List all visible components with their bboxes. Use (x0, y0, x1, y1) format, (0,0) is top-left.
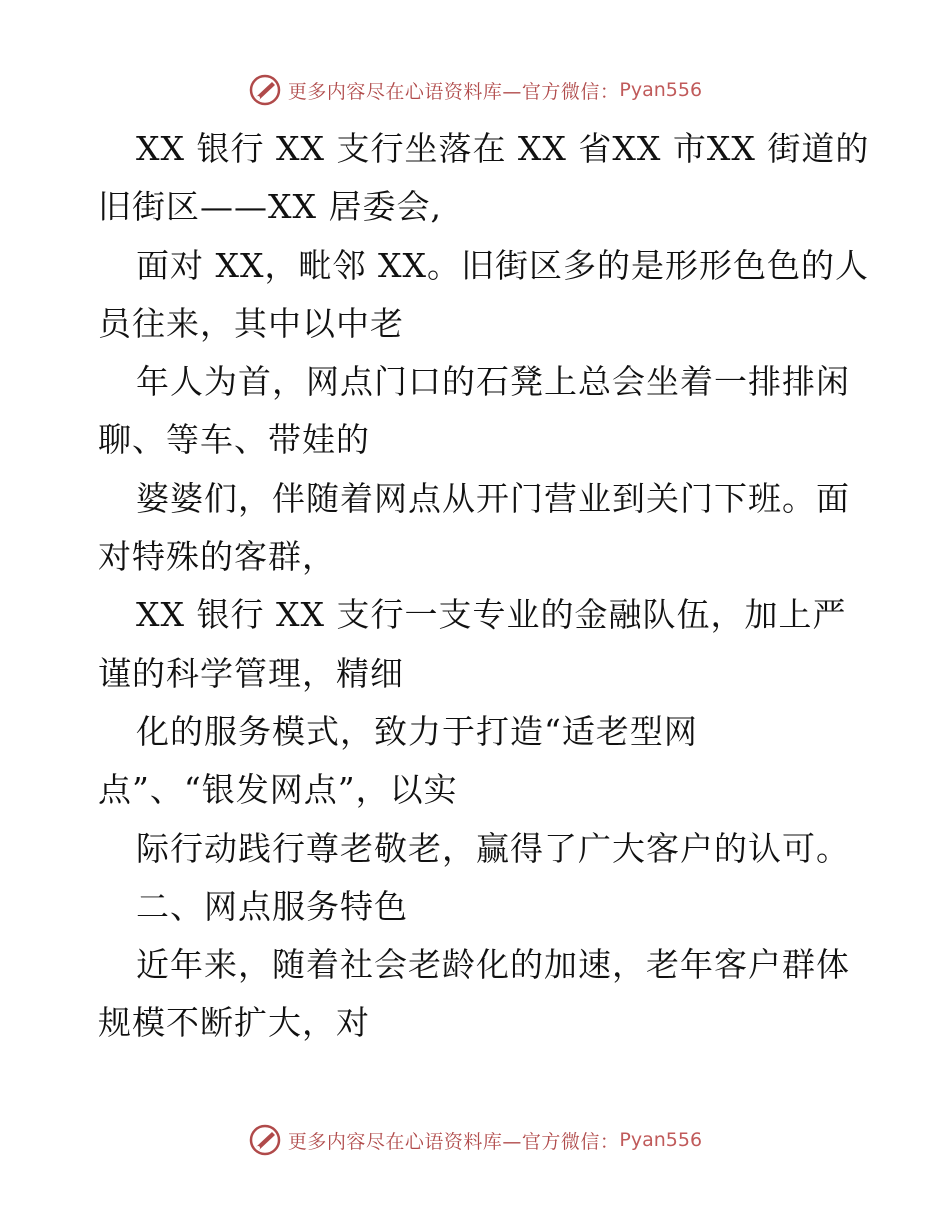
section-heading: 二、网点服务特色 (136, 886, 408, 926)
footer-watermark (0, 1120, 950, 1160)
text-line: 近年来，随着社会老龄化的加速，老年客户群体 (136, 945, 850, 985)
watermark-text: 更多内容尽在心语资料库—官方微信： (287, 80, 620, 103)
text-line: XX 银行 XX 支行坐落在 XX 省XX 市XX 街道的 (136, 129, 870, 168)
watermark-id: Pyan556 (619, 79, 703, 101)
text-line: 点”、“银发网点”，以实 (98, 770, 458, 810)
watermark-text: 更多内容尽在心语资料库—官方微信： (287, 1130, 620, 1153)
logo-icon (248, 73, 282, 107)
text-line: 年人为首，网点门口的石凳上总会坐着一排排闲 (136, 362, 850, 402)
text-line: 旧街区——XX 居委会, (98, 187, 442, 227)
text-line: 规模不断扩大，对 (98, 1003, 370, 1043)
text-line: 面对 XX，毗邻 XX。旧街区多的是形形色色的人 (136, 245, 869, 285)
text-line: 聊、等车、带娃的 (98, 420, 370, 460)
text-line: 谨的科学管理，精细 (98, 653, 404, 693)
text-line: 员往来，其中以中老 (98, 303, 404, 343)
watermark-id: Pyan556 (619, 1129, 703, 1151)
text-line: 际行动践行尊老敬老，赢得了广大客户的认可。 (136, 828, 850, 868)
text-line: 对特殊的客群， (98, 537, 336, 577)
text-line: XX 银行 XX 支行一支专业的金融队伍，加上严 (136, 595, 847, 635)
text-line: 化的服务模式，致力于打造“适老型网 (136, 711, 698, 751)
text-line: 婆婆们，伴随着网点从开门营业到关门下班。面 (136, 478, 850, 518)
document-body (98, 120, 870, 1053)
header-watermark (0, 70, 950, 110)
logo-icon (248, 1123, 282, 1157)
